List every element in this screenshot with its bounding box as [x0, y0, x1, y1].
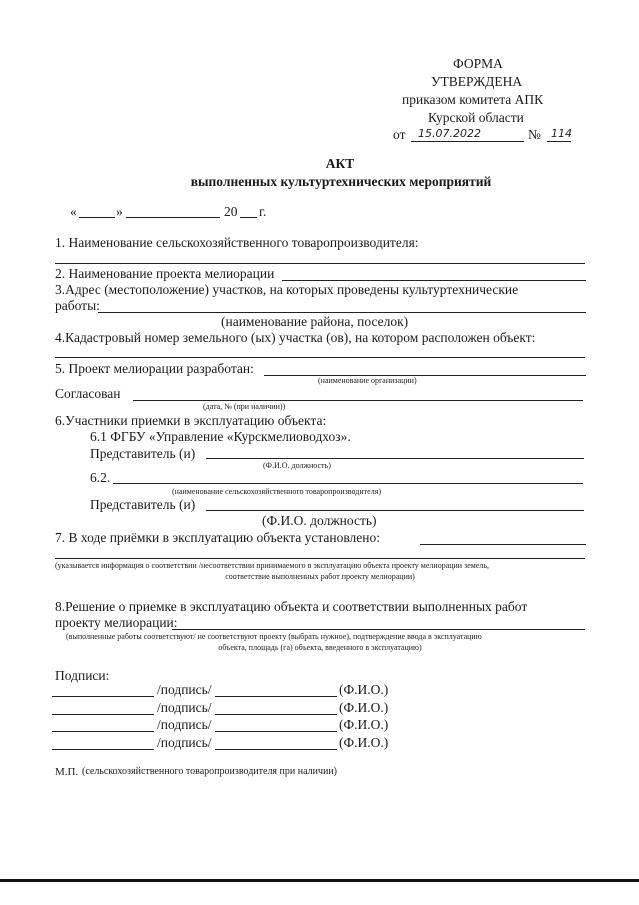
- approval-form-label: ФОРМА: [453, 56, 503, 71]
- item-2-label: 2. Наименование проекта мелиорации: [55, 266, 275, 281]
- signature-label: /подпись/: [157, 700, 212, 715]
- item-7-hint-2: соответствие выполненных работ проекту мелиорации): [225, 572, 415, 581]
- signatures-heading: Подписи:: [55, 668, 110, 683]
- date-year-field[interactable]: [240, 217, 257, 218]
- item-6-2-field[interactable]: [113, 483, 583, 484]
- signature-field[interactable]: [52, 714, 154, 715]
- signature-field[interactable]: [52, 731, 154, 732]
- fio-field[interactable]: [215, 696, 337, 697]
- item-7-label: 7. В ходе приёмки в эксплуатацию объекта установлено:: [55, 530, 380, 545]
- fio-field[interactable]: [215, 749, 337, 750]
- approval-number-value: 114: [551, 127, 572, 140]
- item-2-field[interactable]: [282, 280, 586, 281]
- date-year-suffix: г.: [259, 204, 267, 219]
- stamp-label: М.П.: [55, 766, 79, 778]
- date-close-quote: »: [116, 204, 123, 219]
- approval-order-label: приказом комитета АПК: [402, 92, 544, 107]
- item-4-field[interactable]: [55, 357, 585, 358]
- item-8-label-line1: 8.Решение о приемке в эксплуатацию объекта и соответствии выполненных работ: [55, 599, 528, 614]
- approval-from-label: от: [393, 127, 406, 142]
- item-5-hint: (наименование организации): [318, 376, 417, 385]
- item-4-label: 4.Кадастровый номер земельного (ых) участка (ов), на котором расположен объект:: [55, 330, 536, 345]
- item-3-hint: (наименование района, поселок): [221, 314, 409, 329]
- rep-1-field[interactable]: [206, 458, 584, 459]
- date-open-quote: «: [70, 204, 77, 219]
- item-3-field[interactable]: [98, 312, 586, 313]
- document-subtitle: выполненных культуртехнических мероприятий: [190, 174, 492, 189]
- item-8-field[interactable]: [172, 629, 585, 630]
- item-3-label-line2: работы:: [55, 298, 100, 313]
- approval-date-value: 15.07.2022: [418, 127, 481, 140]
- approval-number-label: №: [528, 127, 541, 142]
- rep-2-field[interactable]: [206, 510, 584, 511]
- date-year-prefix: 20: [224, 204, 238, 219]
- item-1-field[interactable]: [55, 263, 585, 264]
- item-8-hint-2: объекта, площадь (га) объекта, введенного в эксплуатацию): [218, 643, 422, 652]
- item-8-label-line2: проекту мелиорации:: [55, 615, 178, 630]
- rep-1-hint: (Ф.И.О. должность): [263, 461, 331, 470]
- item-6-2-hint: (наименование сельскохозяйственного товаропроизводителя): [172, 487, 382, 496]
- agreed-hint: (дата, № (при наличии)): [203, 402, 286, 411]
- rep-1-label: Представитель (и): [90, 446, 196, 461]
- fio-label: (Ф.И.О.): [339, 682, 389, 697]
- item-5-field[interactable]: [264, 375, 586, 376]
- fio-label: (Ф.И.О.): [339, 735, 389, 750]
- item-5-label: 5. Проект мелиорации разработан:: [55, 361, 254, 376]
- bottom-border-line: [0, 879, 639, 882]
- approval-approved-label: УТВЕРЖДЕНА: [431, 74, 523, 89]
- stamp-hint: (сельскохозяйственного товаропроизводителя при наличии): [82, 766, 338, 777]
- approval-region-label: Курской области: [428, 110, 524, 125]
- fio-field[interactable]: [215, 714, 337, 715]
- agreed-field[interactable]: [133, 400, 583, 401]
- rep-2-label: Представитель (и): [90, 497, 196, 512]
- item-8-hint-1: (выполненные работы соответствуют/ не соответствуют проекту (выбрать нужное), подтверждение ввода в эксплуатацию: [66, 632, 482, 641]
- signature-label: /подпись/: [157, 717, 212, 732]
- item-6-label: 6.Участники приемки в эксплуатацию объекта:: [55, 413, 327, 428]
- signature-field[interactable]: [52, 749, 154, 750]
- item-3-label-line1: 3.Адрес (местоположение) участков, на которых проведены культуртехнические: [55, 282, 519, 297]
- fio-label: (Ф.И.О.): [339, 717, 389, 732]
- item-7-field-2[interactable]: [55, 558, 585, 559]
- signature-field[interactable]: [52, 696, 154, 697]
- agreed-label: Согласован: [55, 386, 121, 401]
- document-title: АКТ: [325, 156, 355, 171]
- date-month-field[interactable]: [126, 217, 220, 218]
- fio-label: (Ф.И.О.): [339, 700, 389, 715]
- item-6-2-label: 6.2.: [90, 470, 111, 485]
- item-7-field-1[interactable]: [420, 544, 586, 545]
- fio-field[interactable]: [215, 731, 337, 732]
- rep-2-hint: (Ф.И.О. должность): [262, 513, 377, 528]
- item-1-label: 1. Наименование сельскохозяйственного товаропроизводителя:: [55, 235, 419, 250]
- item-6-1-label: 6.1 ФГБУ «Управление «Курскмелиоводхоз».: [90, 429, 351, 444]
- signature-label: /подпись/: [157, 682, 212, 697]
- item-7-hint-1: (указывается информация о соответствии /несоответствии принимаемого в эксплуатацию объекта проекту мелиорации земель,: [55, 561, 490, 570]
- signature-label: /подпись/: [157, 735, 212, 750]
- date-day-field[interactable]: [79, 217, 115, 218]
